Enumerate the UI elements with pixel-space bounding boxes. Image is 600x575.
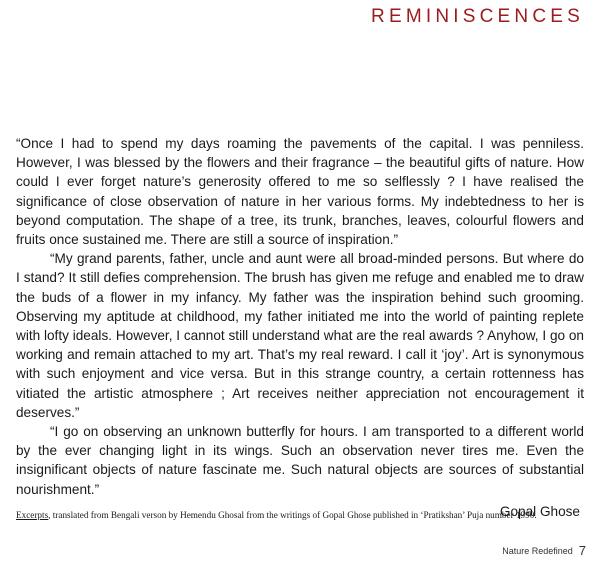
article-body: [16, 134, 584, 521]
paragraph-2: “My grand parents, father, uncle and aunt were all broad-minded persons. But where do I stand? It still defies comprehension. The brush has given me refuge and enabled me to draw the buds of a flower in my infancy. My father was the inspiration behind such grooming. Observing my aptitude at childhood, my father initiated me into the world of painting replete with lofty ideals. However, I cannot still understand what are the real awards ? Anyhow, I go on working and remain attached to my art. That’s my real reward. I call it ‘joy’. Art is synonymous with such enjoyment and vice versa. But in this strange country, a certain rottenness has vitiated the artistic atmosphere ; Art receives neither appreciation not encouragement it deserves.”: [16, 251, 584, 420]
section-title: REMINISCENCES: [371, 6, 584, 27]
paragraph-3: “I go on observing an unknown butterfly for hours. I am transported to a different world by the ever changing light in its wings. Such an observation never tires me. Even the insignificant objects of nature fascinate me. Such natural objects are sources of substantial nourishment.”: [16, 424, 584, 497]
source-note-lead: Excerpts: [16, 510, 49, 520]
paragraph-1: “Once I had to spend my days roaming the pavements of the capital. I was penniless. However, I was blessed by the flowers and their fragrance – the beautiful gifts of nature. How could I ever forget nature’s generosity offered to me so selflessly ? I have realised the significance of close observation of nature in her various forms. My indebtedness to her is beyond computation. The shape of a tree, its trunk, branches, leaves, colourful flowers and fruits once sustained me. There are still a source of inspiration.”: [16, 136, 584, 248]
footer-book-title: Nature Redefined: [502, 545, 573, 556]
page-number: 7: [578, 543, 586, 559]
source-note-text: , translated from Bengali verson by Hemendu Ghosal from the writings of Gopal Ghose published in ‘Pratikshan’ Puja number 1990.: [48, 510, 537, 520]
source-note: [16, 509, 588, 521]
page-footer: [502, 542, 586, 560]
author-signature: Gopal Ghose: [499, 503, 580, 519]
